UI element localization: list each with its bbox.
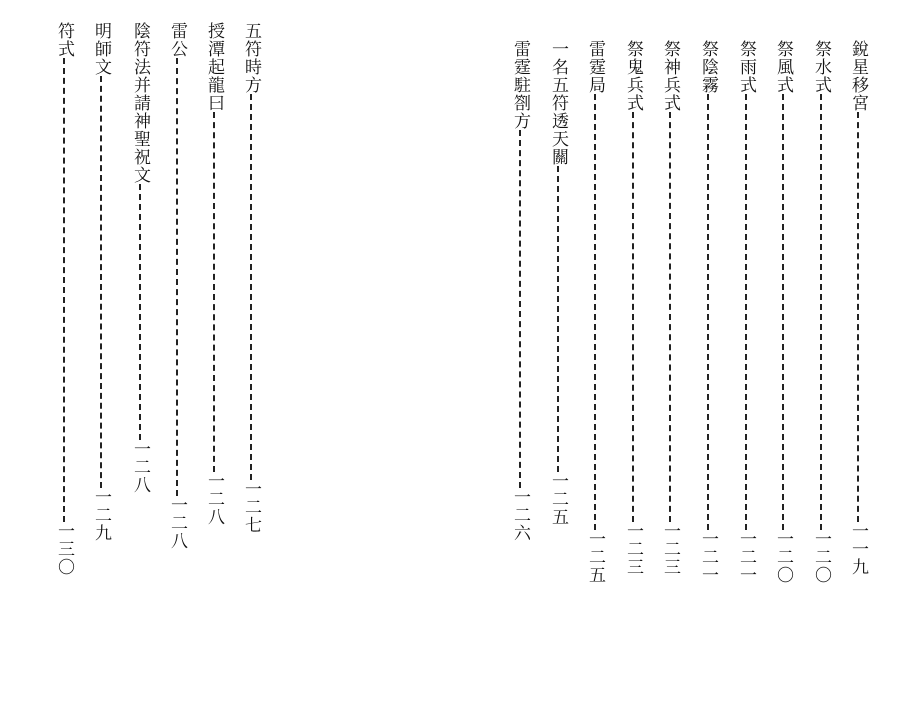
toc-entry	[546, 40, 570, 526]
dotted-leader	[745, 94, 747, 530]
dotted-leader	[100, 76, 102, 488]
toc-entry	[508, 40, 532, 542]
dotted-leader	[632, 112, 634, 522]
entry-page-number: 一二一	[698, 530, 718, 584]
entry-page-number: 一二〇	[811, 530, 831, 584]
entry-page-number: 一一九	[848, 522, 868, 576]
entry-title: 銳星移宮	[848, 40, 868, 112]
entry-page-number: 一二六	[510, 488, 530, 542]
entry-page-number: 一二八	[130, 440, 150, 494]
entry-title: 祭雨式	[736, 40, 756, 94]
toc-entry	[696, 40, 720, 584]
dotted-leader	[707, 94, 709, 530]
entry-page-number: 一二五	[585, 530, 605, 584]
entry-title: 明師文	[91, 22, 111, 76]
toc-entry	[52, 22, 76, 576]
entry-page-number: 一二一	[736, 530, 756, 584]
entry-page-number: 一二〇	[773, 530, 793, 584]
entry-title: 祭鬼兵式	[623, 40, 643, 112]
dotted-leader	[857, 112, 859, 522]
toc-entry	[771, 40, 795, 584]
dotted-leader	[594, 94, 596, 530]
toc-entry	[128, 22, 152, 494]
dotted-leader	[557, 166, 559, 472]
dotted-leader	[519, 130, 521, 488]
toc-entry	[621, 40, 645, 576]
entry-title: 授潭起龍曰	[204, 22, 224, 112]
entry-title: 祭神兵式	[660, 40, 680, 112]
toc-entry	[202, 22, 226, 526]
entry-title: 雷霆局	[585, 40, 605, 94]
toc-entry	[734, 40, 758, 584]
dotted-leader	[250, 94, 252, 480]
entry-title: 祭水式	[811, 40, 831, 94]
entry-title: 祭風式	[773, 40, 793, 94]
entry-page-number: 一二七	[241, 480, 261, 534]
entry-title: 雷霆駐劄方	[510, 40, 530, 130]
toc-entry	[583, 40, 607, 584]
toc-entry	[846, 40, 870, 576]
dotted-leader	[669, 112, 671, 522]
dotted-leader	[820, 94, 822, 530]
toc-entry	[89, 22, 113, 542]
entry-page-number: 一二五	[548, 472, 568, 526]
dotted-leader	[63, 58, 65, 522]
entry-page-number: 一二九	[91, 488, 111, 542]
entry-title: 五符時方	[241, 22, 261, 94]
entry-title: 祭陰霧	[698, 40, 718, 94]
toc-entry	[658, 40, 682, 576]
toc-entry	[239, 22, 263, 534]
dotted-leader	[139, 184, 141, 440]
dotted-leader	[782, 94, 784, 530]
toc-entry	[809, 40, 833, 584]
entry-page-number: 一二三	[660, 522, 680, 576]
entry-page-number: 一二三	[623, 522, 643, 576]
toc-entry	[165, 22, 189, 550]
entry-title: 陰符法并請神聖祝文	[130, 22, 150, 184]
entry-title: 一名五符透天關	[548, 40, 568, 166]
dotted-leader	[176, 58, 178, 496]
entry-page-number: 一二八	[204, 472, 224, 526]
entry-title: 符式	[54, 22, 74, 58]
entry-page-number: 一二八	[167, 496, 187, 550]
dotted-leader	[213, 112, 215, 472]
entry-page-number: 一三〇	[54, 522, 74, 576]
entry-title: 雷公	[167, 22, 187, 58]
